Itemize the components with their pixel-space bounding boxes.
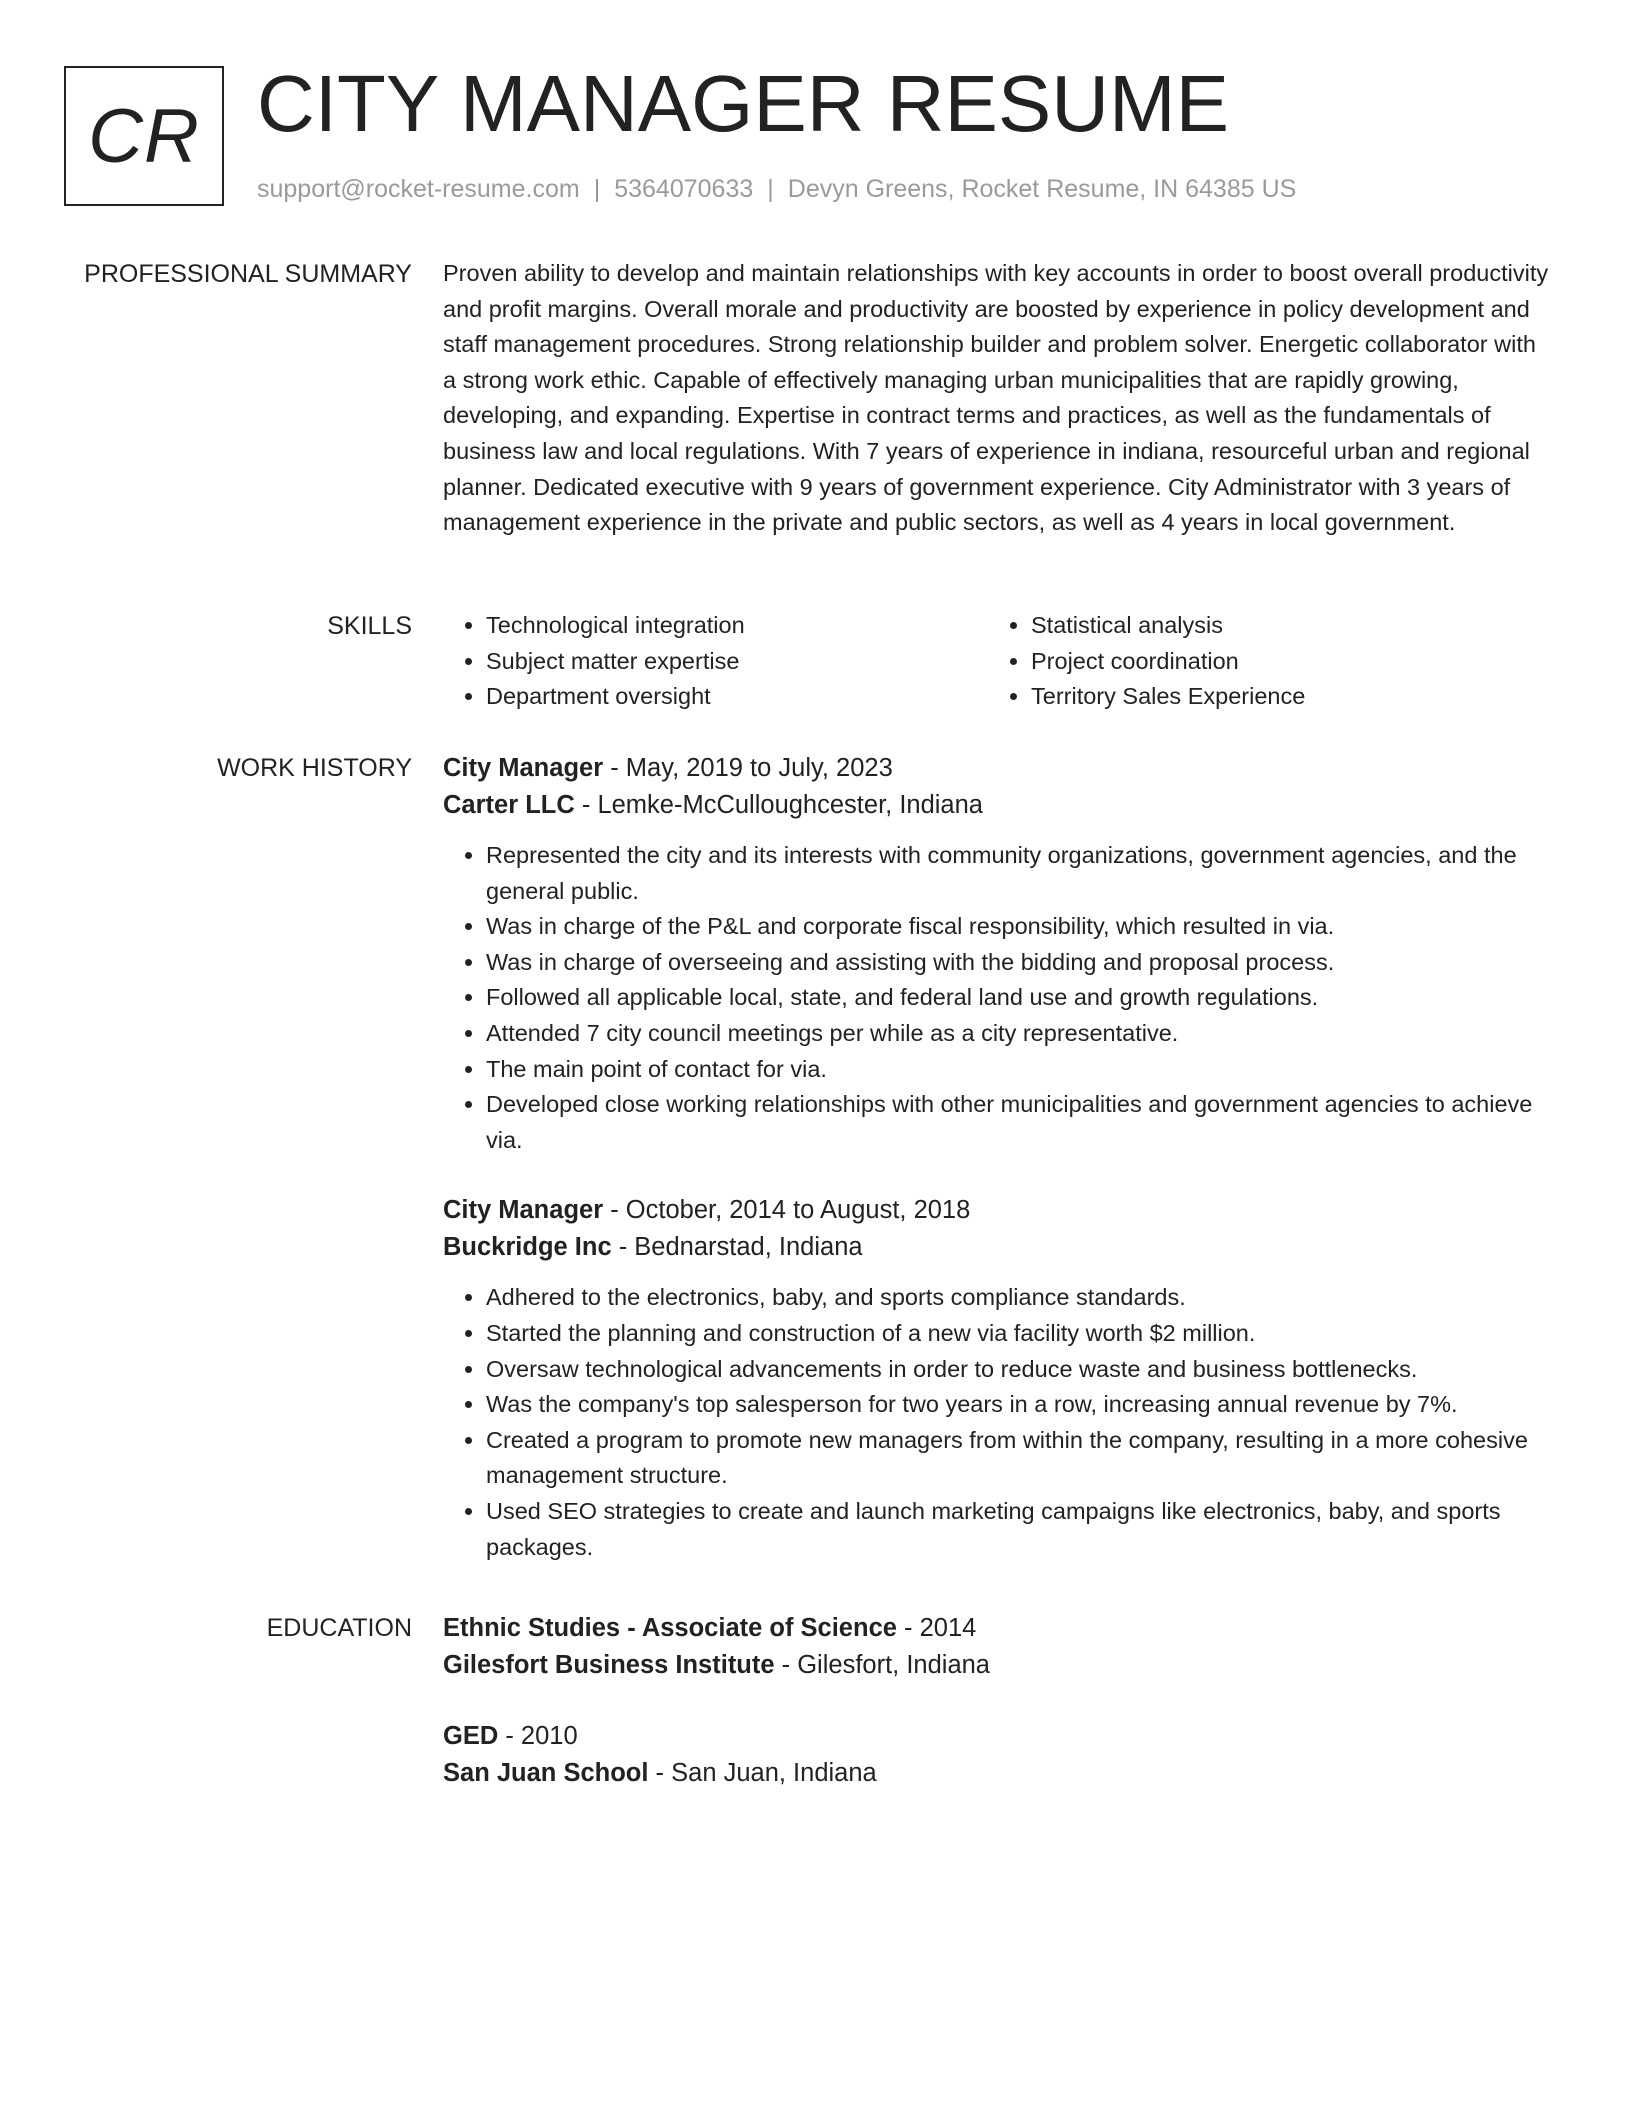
education-year: - 2014 bbox=[896, 1614, 977, 1642]
contact-phone: 5364070633 bbox=[614, 175, 754, 203]
job-bullet: • Was in charge of overseeing and assisting with the bidding and proposal process. bbox=[486, 945, 1553, 981]
education-location: - San Juan, Indiana bbox=[648, 1759, 877, 1787]
job-bullet: • Used SEO strategies to create and launch marketing campaigns like electronics, baby, and sports packages. bbox=[486, 1494, 1553, 1565]
skills-heading: SKILLS bbox=[327, 612, 412, 640]
job-bullet: • Followed all applicable local, state, and federal land use and growth regulations. bbox=[486, 980, 1553, 1016]
education-entry bbox=[443, 1610, 1553, 1684]
job-bullet: • Represented the city and its interests with community organizations, government agencies, and the general public. bbox=[486, 838, 1553, 909]
education-school: Gilesfort Business Institute bbox=[443, 1651, 775, 1679]
summary-heading: PROFESSIONAL SUMMARY bbox=[84, 260, 412, 288]
job-entry bbox=[443, 750, 1553, 1158]
job-bullet: • Attended 7 city council meetings per while as a city representative. bbox=[486, 1016, 1553, 1052]
resume-title: CITY MANAGER RESUME bbox=[257, 59, 1229, 148]
education-entry bbox=[443, 1718, 1553, 1792]
work-history-heading: WORK HISTORY bbox=[217, 754, 412, 782]
job-location: - Lemke-McCulloughcester, Indiana bbox=[574, 791, 983, 819]
summary-body bbox=[443, 256, 1553, 541]
education-degree: Ethnic Studies - Associate of Science bbox=[443, 1614, 897, 1642]
job-bullet-list bbox=[443, 1280, 1553, 1565]
job-bullet: • The main point of contact for via. bbox=[486, 1052, 1553, 1088]
job-company: Buckridge Inc bbox=[443, 1233, 612, 1262]
job-title-line bbox=[443, 1192, 1553, 1229]
education-heading: EDUCATION bbox=[266, 1614, 412, 1642]
job-company-line bbox=[443, 787, 1553, 824]
job-dates: - May, 2019 to July, 2023 bbox=[603, 754, 893, 782]
job-title-line bbox=[443, 750, 1553, 787]
education-body bbox=[443, 1610, 1553, 1792]
job-location: - Bednarstad, Indiana bbox=[611, 1233, 863, 1262]
skills-grid bbox=[443, 608, 1553, 715]
monogram-box bbox=[64, 66, 224, 206]
education-degree-line bbox=[443, 1610, 1553, 1647]
job-dates: - October, 2014 to August, 2018 bbox=[603, 1196, 971, 1225]
education-school-line bbox=[443, 1647, 1553, 1684]
contact-separator: | bbox=[593, 175, 601, 203]
job-company-line bbox=[443, 1229, 1553, 1266]
job-bullet: • Adhered to the electronics, baby, and sports compliance standards. bbox=[486, 1280, 1553, 1316]
education-school-line bbox=[443, 1755, 1553, 1792]
job-bullet: • Was in charge of the P&L and corporate fiscal responsibility, which resulted in via. bbox=[486, 909, 1553, 945]
skill-item: • Project coordination bbox=[1031, 644, 1533, 680]
job-company: Carter LLC bbox=[443, 791, 575, 819]
monogram-initials: CR bbox=[88, 93, 200, 179]
skill-item: • Subject matter expertise bbox=[486, 644, 988, 680]
job-bullet-list bbox=[443, 838, 1553, 1158]
contact-address: Devyn Greens, Rocket Resume, IN 64385 US bbox=[787, 175, 1297, 203]
skills-body bbox=[443, 608, 1553, 715]
contact-separator: | bbox=[767, 175, 774, 203]
skills-list-right bbox=[988, 608, 1533, 715]
education-degree-line bbox=[443, 1718, 1553, 1755]
education-school: San Juan School bbox=[443, 1759, 649, 1787]
job-entry bbox=[443, 1192, 1553, 1565]
skill-item: • Statistical analysis bbox=[1031, 608, 1533, 644]
job-bullet: • Created a program to promote new managers from within the company, resulting in a more cohesive management structure. bbox=[486, 1423, 1553, 1494]
skill-item: • Territory Sales Experience bbox=[1031, 679, 1533, 715]
job-bullet: • Developed close working relationships with other municipalities and government agencies to achieve via. bbox=[486, 1087, 1553, 1158]
education-year: - 2010 bbox=[498, 1722, 578, 1750]
job-title: City Manager bbox=[443, 1196, 604, 1225]
education-degree: GED bbox=[443, 1722, 499, 1750]
contact-email: support@rocket-resume.com bbox=[257, 175, 580, 203]
job-bullet: • Was the company's top salesperson for two years in a row, increasing annual revenue by 7%. bbox=[486, 1387, 1553, 1423]
summary-text: Proven ability to develop and maintain relationships with key accounts in order to boost overall productivity and profit margins. Overall morale and productivity are boosted by experience in policy development and staff management procedures. Strong relationship builder and problem solver. Energetic collaborator with a strong work ethic. Capable of effectively managing urban municipalities that are rapidly growing, developing, and expanding. Expertise in contract terms and practices, as well as the fundamentals of business law and local regulations. With 7 years of experience in indiana, resourceful urban and regional planner. Dedicated executive with 9 years of government experience. City Administrator with 3 years of management experience in the private and public sectors, as well as 4 years in local government. bbox=[443, 260, 1549, 536]
work-history-body bbox=[443, 750, 1553, 1565]
skill-item: • Technological integration bbox=[486, 608, 988, 644]
job-bullet: • Started the planning and construction of a new via facility worth $2 million. bbox=[486, 1316, 1553, 1352]
contact-line bbox=[257, 172, 1296, 206]
job-bullet: • Oversaw technological advancements in order to reduce waste and business bottlenecks. bbox=[486, 1352, 1553, 1388]
job-title: City Manager bbox=[443, 754, 604, 782]
skills-list-left bbox=[443, 608, 988, 715]
skill-item: • Department oversight bbox=[486, 679, 988, 715]
education-location: - Gilesfort, Indiana bbox=[774, 1651, 990, 1679]
